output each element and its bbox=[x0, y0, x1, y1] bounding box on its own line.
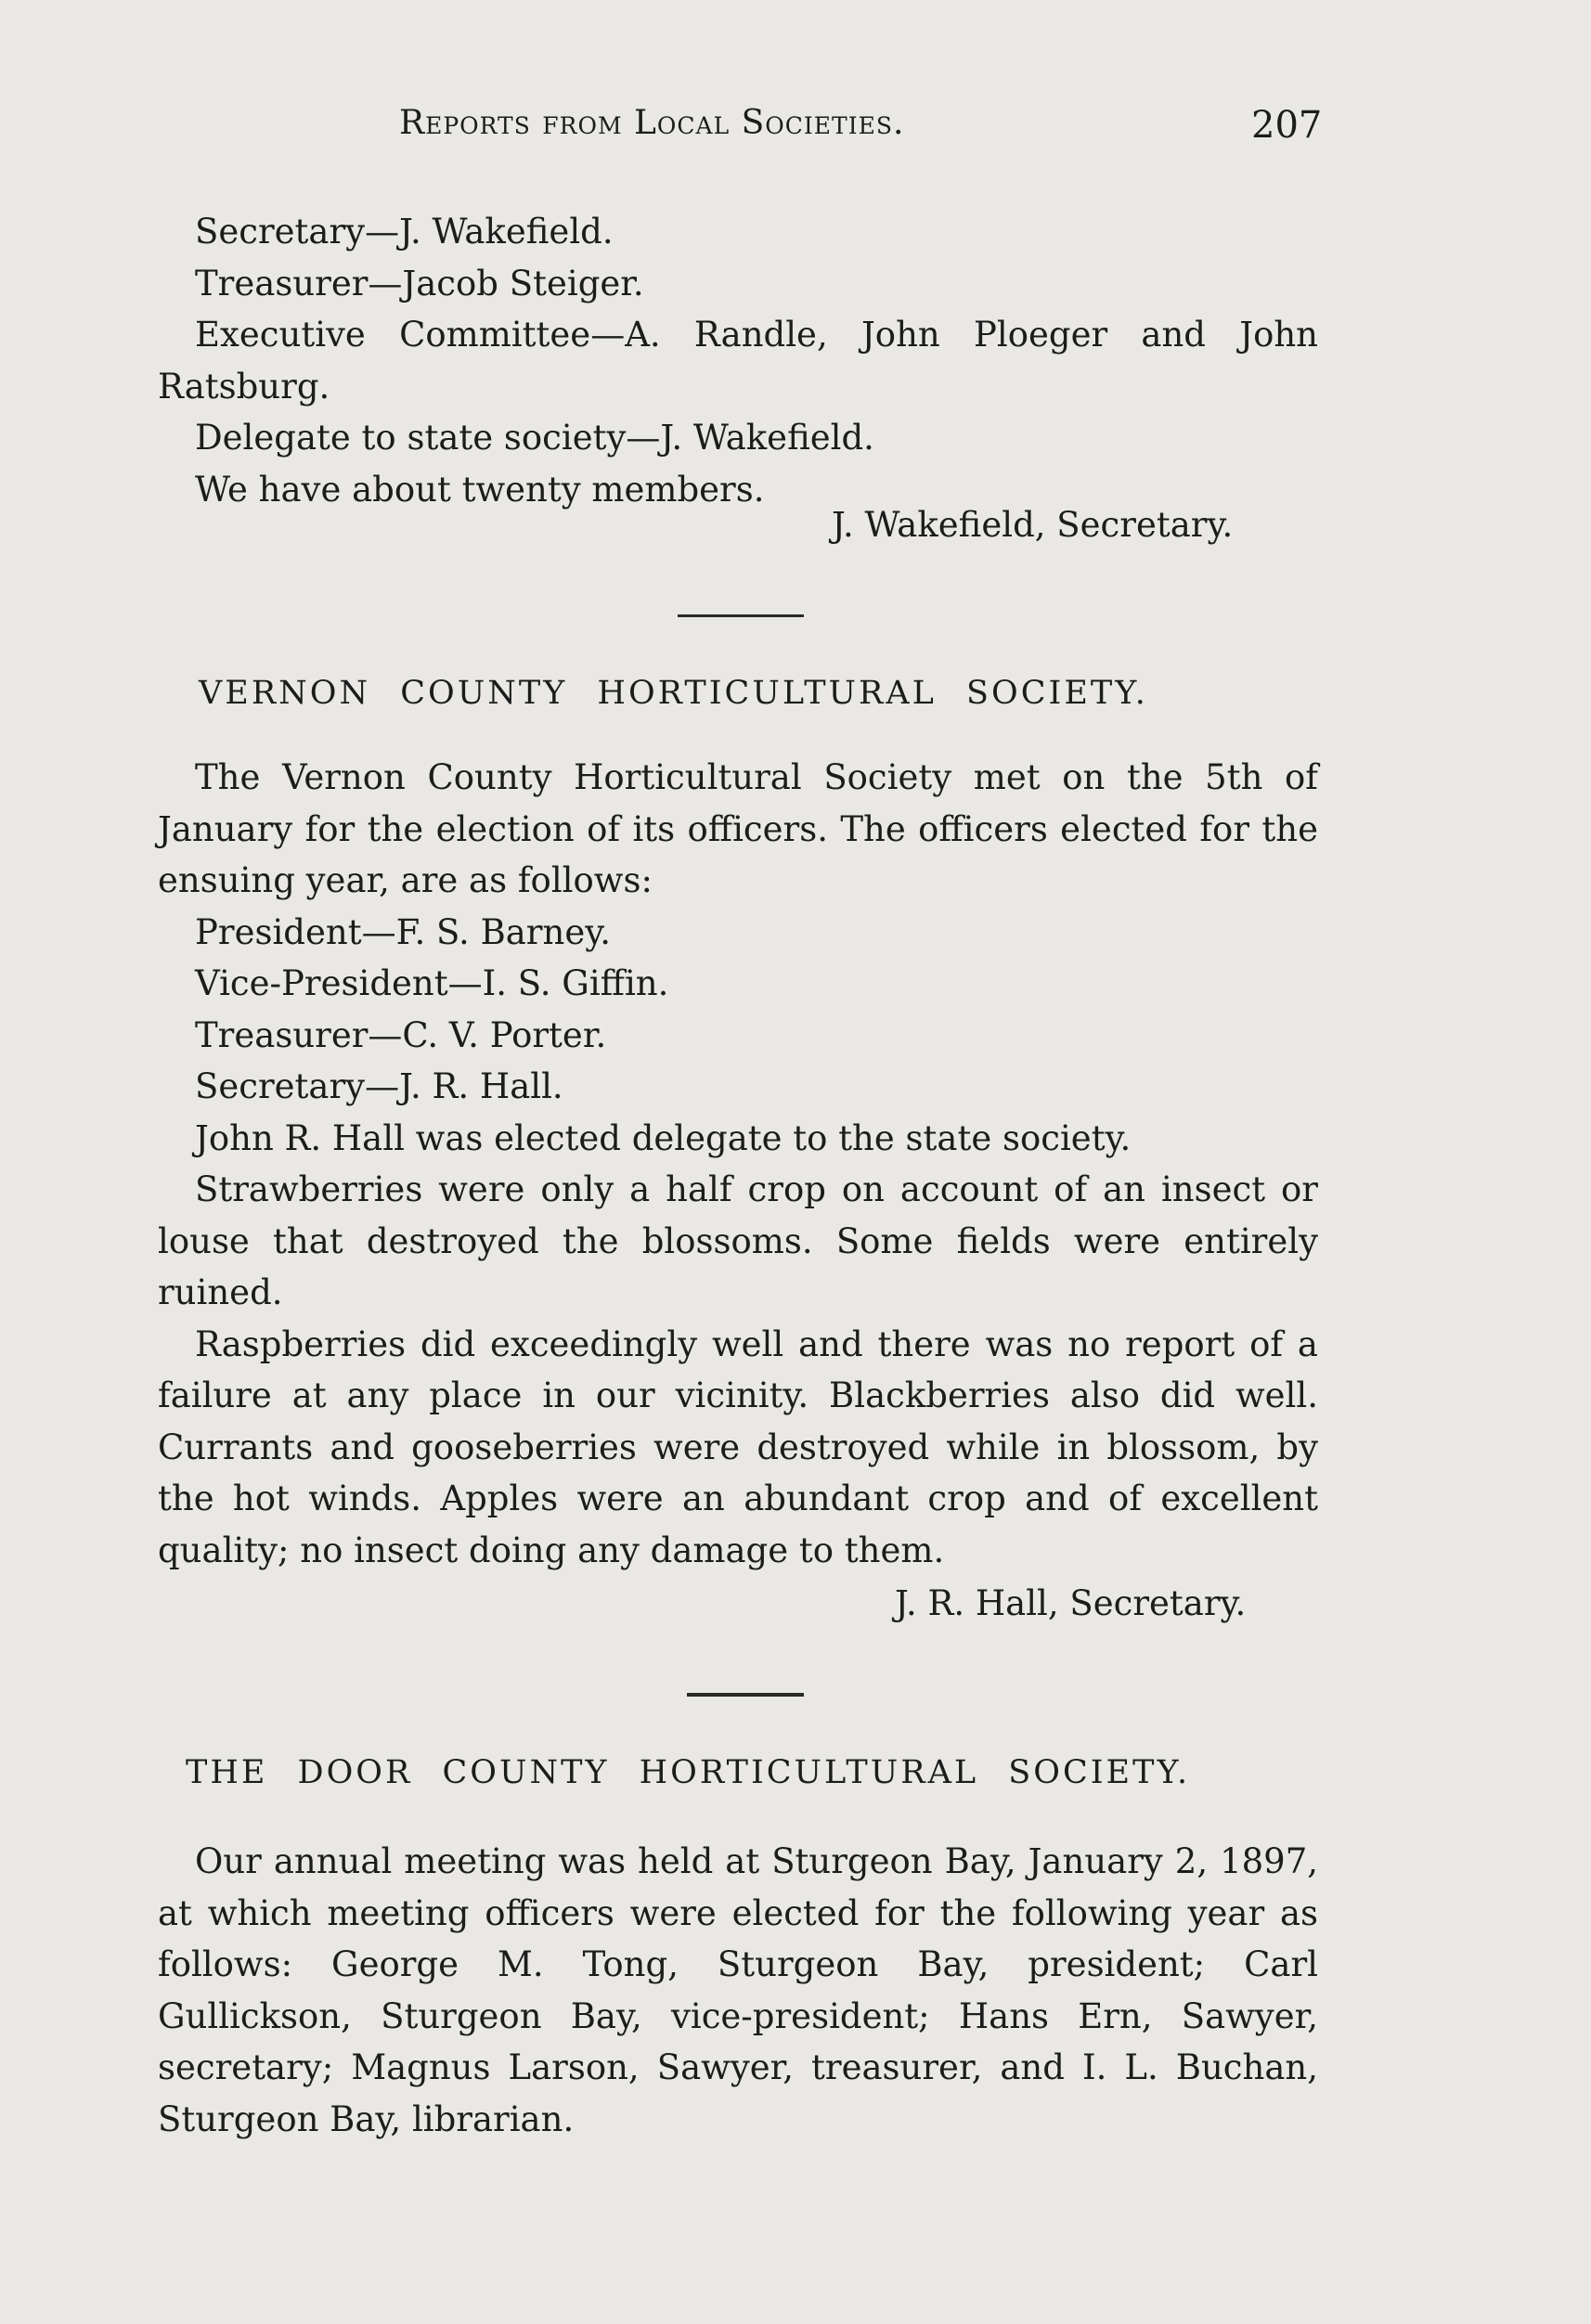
officer-line: Secretary—J. R. Hall. bbox=[195, 1066, 563, 1106]
officer-line: Vice-President—I. S. Giffin. bbox=[195, 963, 669, 1003]
section-title-door: THE DOOR COUNTY HORTICULTURAL SOCIETY. bbox=[186, 1754, 1191, 1791]
vernon-report bbox=[158, 752, 1318, 1576]
section-title-vernon: VERNON COUNTY HORTICULTURAL SOCIETY. bbox=[199, 675, 1148, 712]
signature: J. Wakefield, Secretary. bbox=[832, 505, 1234, 545]
members-line: We have about twenty members. bbox=[195, 469, 765, 510]
running-header: Reports from Local Societies. bbox=[399, 104, 905, 142]
delegate-line: John R. Hall was elected delegate to the state society. bbox=[195, 1117, 1132, 1158]
paragraph: The Vernon County Horticultural Society met on the 5th of January for the election of its officers. The officers elected for the ensuing year, are as follows: bbox=[158, 757, 1318, 900]
officer-line: Treasurer—Jacob Steiger. bbox=[195, 263, 644, 303]
section-divider bbox=[678, 614, 804, 617]
page-number: 207 bbox=[1251, 104, 1323, 147]
paragraph: Raspberries did exceedingly well and there was no report of a failure at any place in our vicinity. Blackberries also did well. Currants and gooseberries were destroyed while in blossom, by the hot winds. Apples were an abundant crop and of excellent quality; no insect doing any damage to them. bbox=[158, 1323, 1318, 1570]
officer-line: President—F. S. Barney. bbox=[195, 911, 611, 952]
door-report bbox=[158, 1836, 1318, 2145]
previous-report bbox=[158, 206, 1318, 515]
officer-line: Delegate to state society—J. Wakefield. bbox=[195, 418, 874, 458]
officer-line: Executive Committee—A. Randle, John Ploeger and John bbox=[195, 315, 1318, 355]
signature: J. R. Hall, Secretary. bbox=[895, 1583, 1247, 1623]
section-divider bbox=[687, 1693, 804, 1697]
paragraph: Our annual meeting was held at Sturgeon Bay, January 2, 1897, at which meeting officers were elected for the following year as follows: George M. Tong, Sturgeon Bay, president; Carl Gullickson, Sturgeon Bay, vice-president; Hans Ern, Sawyer, secretary; Magnus Larson, Sawyer, treasurer, and I. L. Buchan, Sturgeon Bay, librarian. bbox=[158, 1841, 1318, 2139]
officer-line: Treasurer—C. V. Porter. bbox=[195, 1014, 607, 1055]
officer-line: Secretary—J. Wakefield. bbox=[195, 212, 614, 252]
paragraph: Strawberries were only a half crop on account of an insect or louse that destroyed the blossoms. Some fields were entirely ruined. bbox=[158, 1169, 1318, 1312]
officer-line: Ratsburg. bbox=[158, 366, 330, 407]
